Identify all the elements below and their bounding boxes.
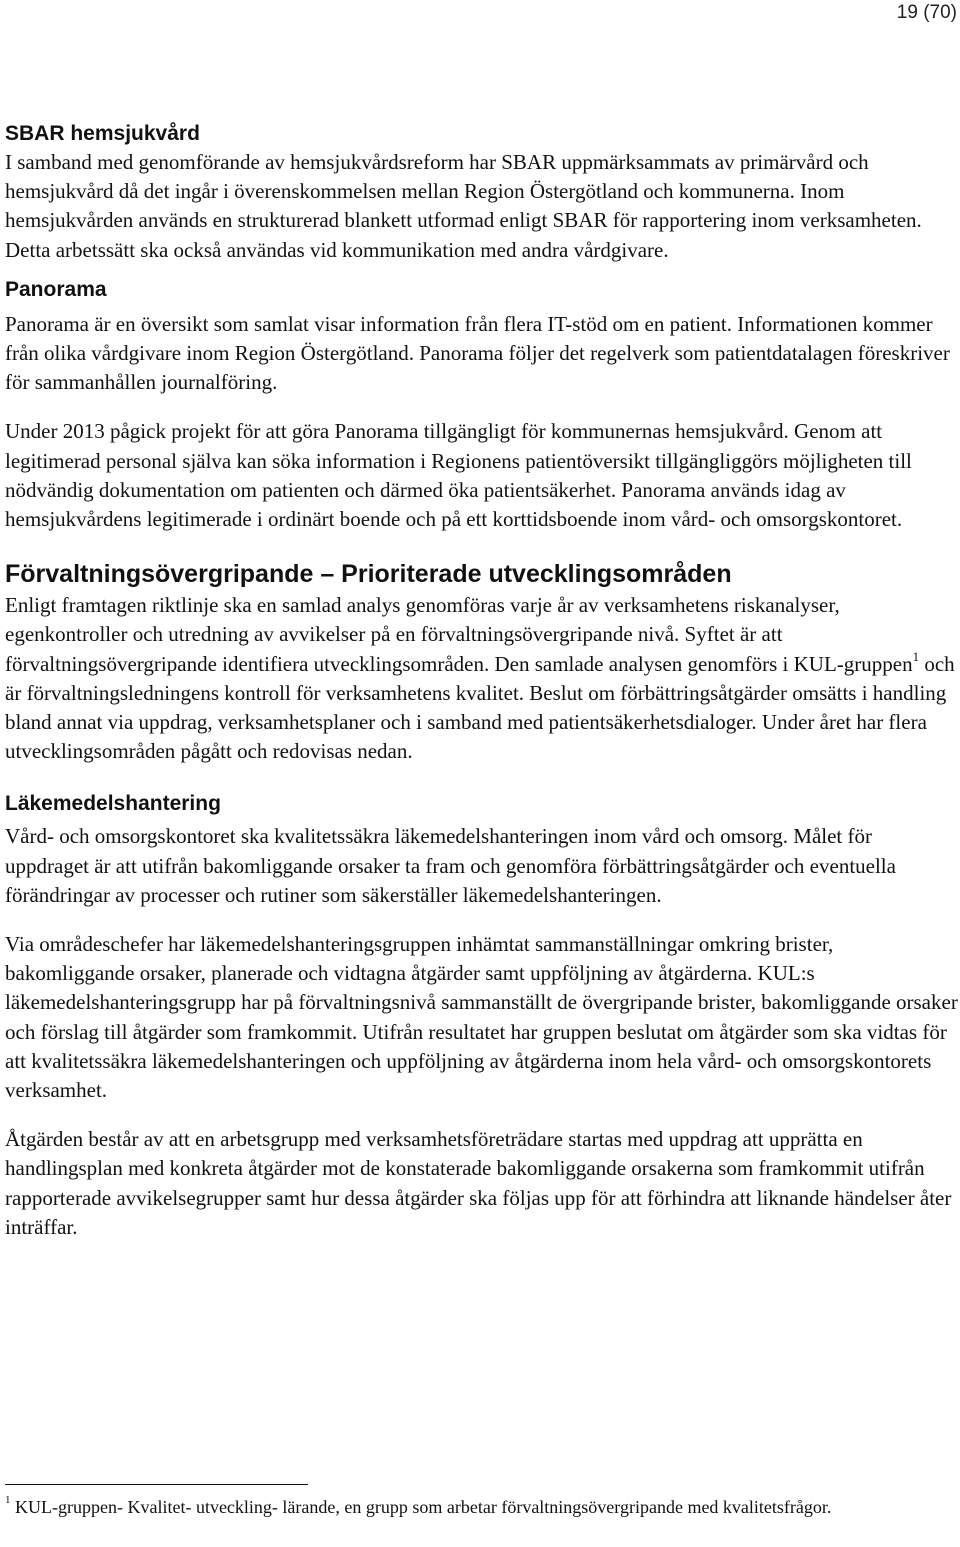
document-body <box>5 120 958 1242</box>
paragraph-lakemedel-2: Via områdeschefer har läkemedelshanteringsgruppen inhämtat sammanställningar omkring brister, bakomliggande orsaker, planerade och vidtagna åtgärder samt uppföljning av åtgärderna. KUL:s läkemedelshanteringsgrupp har på förvaltningsnivå sammanställt de övergripande brister, bakomliggande orsaker och förslag till åtgärder som framkommit. Utifrån resultatet har gruppen beslutat om åtgärder som ska vidtas för att kvalitetssäkra läkemedelshanteringen och uppföljning av åtgärderna inom hela vård- och omsorgskontorets verksamhet. <box>5 932 958 1103</box>
footnote-reference[interactable]: 1 <box>912 648 920 664</box>
footnote-text: KUL-gruppen- Kvalitet- utveckling- lärande, en grupp som arbetar förvaltningsövergripande med kvalitetsfrågor. <box>10 1497 832 1517</box>
paragraph-lakemedel-1: Vård- och omsorgskontoret ska kvalitetssäkra läkemedelshanteringen inom vård och omsorg. Målet för uppdraget är att utifrån bakomliggande orsaker ta fram och genomföra förbättringsåtgärder och eventuella förändringar av processer och rutiner som säkerställer läkemedelshanteringen. <box>5 824 896 907</box>
paragraph-lakemedel-3: Åtgärden består av att en arbetsgrupp med verksamhetsföreträdare startas med uppdrag att upprätta en handlingsplan med konkreta åtgärder mot de konstaterade bakomliggande orsakerna som framkommit utifrån rapporterade avvikelsegrupper samt hur dessa åtgärder ska följas upp för att förhindra att liknande händelser åter inträffar. <box>5 1127 952 1239</box>
heading-sbar: SBAR hemsjukvård <box>5 122 200 145</box>
footnote <box>5 1494 935 1520</box>
heading-lakemedelshantering: Läkemedelshantering <box>5 792 221 816</box>
footnote-separator <box>5 1484 308 1485</box>
heading-forvaltningsovergripande: Förvaltningsövergripande – Prioriterade utvecklingsområden <box>5 560 732 589</box>
paragraph-forvaltning-part-a: Enligt framtagen riktlinje ska en samlad analys genomföras varje år av verksamhetens riskanalyser, egenkontroller och utredning av avvikelser på en förvaltningsövergripande nivå. Syftet är att förvaltningsövergripande identifiera utvecklingsområden. Den samlade analysen genomförs i KUL-gruppen <box>5 593 913 676</box>
paragraph-forvaltning <box>5 591 958 766</box>
paragraph-panorama-2: Under 2013 pågick projekt för att göra Panorama tillgängligt för kommunernas hemsjukvård. Genom att legitimerad personal själva kan söka information i Regionens patientöversikt tillgängliggörs möjligheten till nödvändig dokumentation om patienten och därmed öka patientsäkerhet. Panorama används idag av hemsjukvårdens legitimerade i ordinärt boende och på ett korttidsboende inom vård- och omsorgskontoret. <box>5 419 912 532</box>
paragraph-forvaltning-part-b: och är förvaltningsledningens kontroll för verksamhetens kvalitet. Beslut om förbättringsåtgärder omsätts i handling bland annat via uppdrag, verksamhetsplaner och i samband med patientsäkerhetsdialoger. Under året har flera utvecklingsområden pågått och redovisas nedan. <box>5 651 955 764</box>
heading-panorama: Panorama <box>5 277 107 301</box>
page-number: 19 (70) <box>896 2 957 23</box>
paragraph-panorama-1: Panorama är en översikt som samlat visar information från flera IT-stöd om en patient. Informationen kommer från olika vårdgivare inom Region Östergötland. Panorama följer det regelverk som patientdatalagen föreskriver för sammanhållen journalföring. <box>5 311 950 395</box>
paragraph-sbar: I samband med genomförande av hemsjukvårdsreform har SBAR uppmärksammats av primärvård och hemsjukvård då det ingår i överenskommelsen mellan Region Östergötland och kommunerna. Inom hemsjukvården används en strukturerad blankett utformad enligt SBAR för rapportering inom verksamheten. Detta arbetssätt ska också användas vid kommunikation med andra vårdgivare. <box>5 150 922 262</box>
footnote-marker: 1 <box>5 1494 11 1506</box>
